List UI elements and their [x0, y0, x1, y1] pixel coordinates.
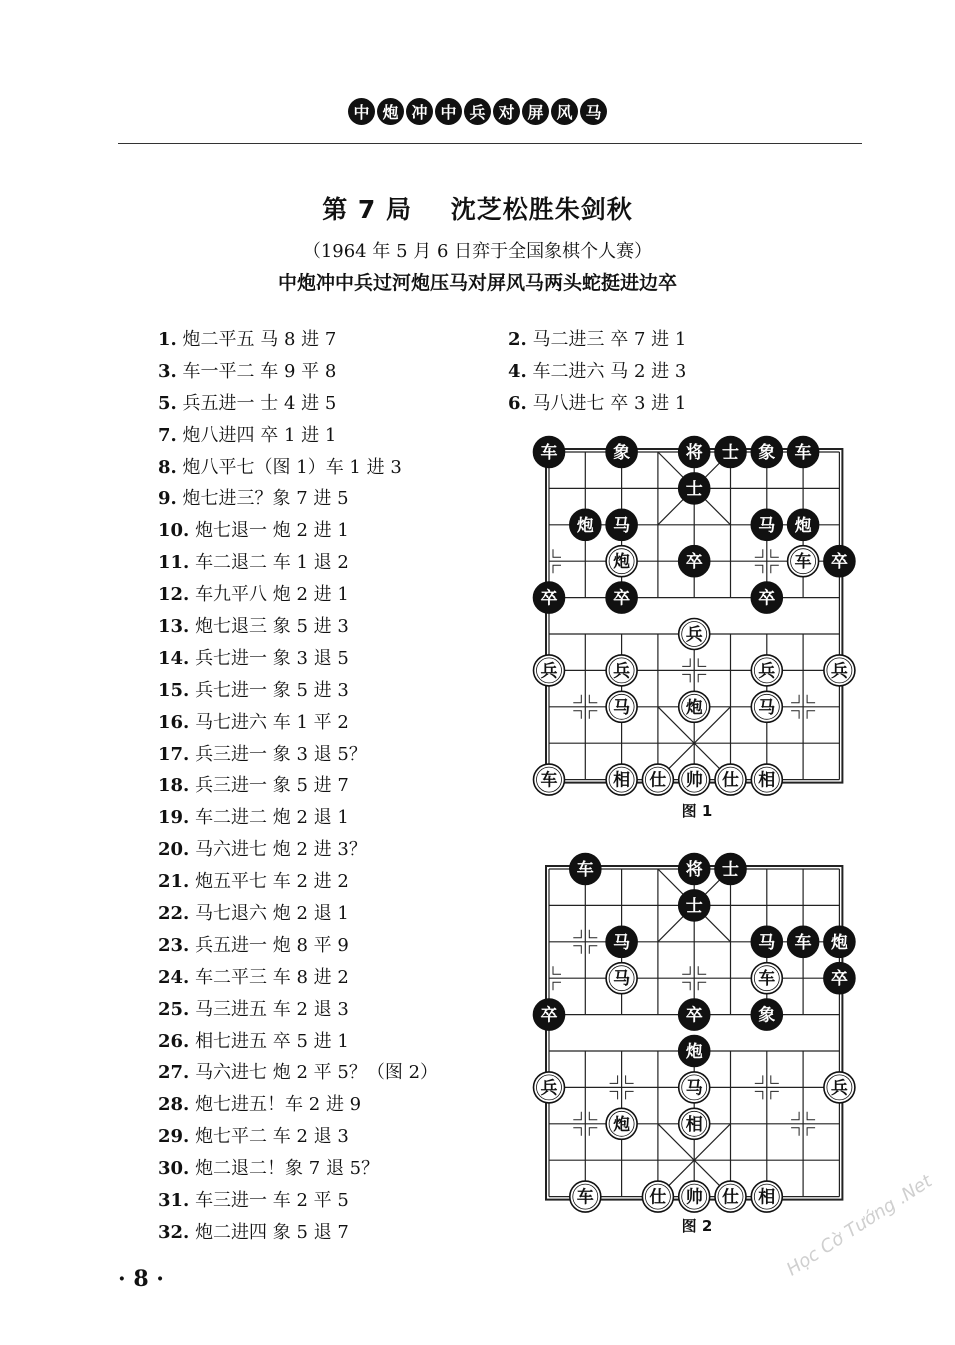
header-char: 中: [435, 98, 462, 125]
chess-piece: [606, 655, 637, 686]
header-char: 马: [580, 98, 607, 125]
piece-label: 将: [685, 443, 703, 463]
chess-piece: [715, 854, 746, 885]
piece-label: 卒: [540, 1005, 558, 1026]
chess-piece: [679, 1181, 710, 1212]
piece-label: 车: [576, 860, 594, 880]
chess-piece: [679, 764, 710, 795]
move-row: [158, 994, 498, 1026]
move-row: [158, 834, 498, 866]
piece-label: 卒: [830, 969, 848, 990]
move-number: 23.: [158, 934, 190, 956]
piece-label: 卒: [758, 588, 776, 609]
move-number: 19.: [158, 807, 190, 829]
chess-piece: [534, 1072, 565, 1103]
piece-label: 马: [613, 932, 631, 953]
move-text: 炮八平七（图 1）车 1 进 3: [182, 456, 402, 478]
piece-label: 仕: [649, 770, 667, 791]
move-number: 6.: [508, 392, 527, 414]
move-text: 兵五进一 炮 8 平 9: [195, 934, 349, 956]
header-char: 屏: [522, 98, 549, 125]
move-row: [158, 1153, 498, 1185]
piece-label: 车: [794, 552, 812, 573]
move-text: 炮七退三 象 5 进 3: [195, 616, 349, 638]
chess-piece: [751, 582, 782, 613]
move-number: 1.: [158, 329, 177, 350]
chess-piece: [606, 963, 637, 994]
piece-label: 相: [685, 1114, 703, 1135]
piece-label: 兵: [613, 661, 631, 682]
chess-piece: [606, 582, 637, 613]
move-text: 车二进六 马 2 进 3: [532, 360, 687, 382]
piece-label: 象: [758, 443, 776, 463]
chess-piece: [751, 691, 782, 722]
move-list-left: [158, 324, 498, 1249]
piece-label: 象: [758, 1005, 776, 1026]
move-text: 车二退二 车 1 退 2: [195, 552, 349, 574]
move-text: 马七进六 车 1 平 2: [195, 711, 349, 733]
move-text: 兵三进一 象 3 退 5？: [195, 743, 367, 765]
chess-piece: [679, 546, 710, 577]
chess-piece: [570, 509, 601, 540]
move-row: [158, 388, 498, 420]
piece-label: 炮: [794, 515, 812, 536]
move-text: 炮七进五！车 2 进 9: [195, 1094, 362, 1116]
piece-label: 相: [758, 770, 776, 791]
chess-piece: [788, 437, 819, 468]
move-number: 26.: [158, 1030, 190, 1052]
chess-piece: [824, 655, 855, 686]
piece-label: 马: [758, 697, 776, 718]
game-subtitle: （1964 年 5 月 6 日弈于全国象棋个人赛）: [302, 241, 653, 262]
running-header: [0, 98, 955, 125]
move-row: [158, 962, 498, 994]
piece-label: 车: [540, 770, 558, 791]
move-row: [158, 1121, 498, 1153]
move-number: 9.: [158, 488, 177, 510]
move-number: 12.: [158, 584, 190, 606]
piece-label: 马: [758, 932, 776, 953]
chess-piece: [751, 963, 782, 994]
piece-label: 兵: [540, 661, 558, 682]
move-number: 28.: [158, 1094, 190, 1116]
move-number: 20.: [158, 839, 190, 861]
move-row: [158, 930, 498, 962]
move-number: 27.: [158, 1062, 190, 1084]
piece-label: 兵: [758, 661, 776, 682]
move-row: [158, 770, 498, 802]
chess-piece: [534, 999, 565, 1030]
piece-label: 卒: [540, 588, 558, 609]
game-title: 第 7 局 沈芝松胜朱剑秋: [322, 195, 633, 224]
opening-name: 中炮冲中兵过河炮压马对屏风马两头蛇挺进边卒: [277, 272, 677, 294]
piece-label: 兵: [830, 661, 848, 682]
chess-piece: [751, 437, 782, 468]
move-number: 5.: [158, 392, 177, 414]
move-number: 13.: [158, 616, 190, 638]
piece-label: 士: [685, 896, 703, 917]
piece-label: 炮: [685, 1042, 703, 1062]
move-number: 3.: [158, 360, 177, 382]
move-text: 兵七进一 象 3 退 5: [195, 647, 349, 669]
chess-piece: [751, 655, 782, 686]
header-char: 冲: [406, 98, 433, 125]
chess-piece: [679, 999, 710, 1030]
piece-label: 炮: [685, 697, 703, 718]
move-row: [158, 1057, 498, 1089]
piece-label: 马: [685, 1078, 703, 1099]
chess-piece: [751, 1181, 782, 1212]
move-row: [158, 898, 498, 930]
move-text: 马二进三 卒 7 进 1: [532, 329, 687, 350]
piece-label: 士: [685, 479, 703, 500]
move-text: 兵三进一 象 5 进 7: [195, 775, 349, 797]
move-text: 兵五进一 士 4 进 5: [182, 392, 337, 414]
move-text: 马六进七 炮 2 进 3？: [195, 839, 367, 861]
chess-piece: [824, 926, 855, 957]
move-row: [158, 324, 498, 356]
move-text: 车一平二 车 9 平 8: [182, 360, 337, 382]
move-text: 马八进七 卒 3 进 1: [532, 392, 687, 414]
chess-piece: [534, 437, 565, 468]
move-text: 马三进五 车 2 退 3: [195, 998, 349, 1020]
move-row: [158, 483, 498, 515]
chess-piece: [715, 1181, 746, 1212]
piece-label: 相: [613, 770, 631, 791]
chess-piece: [606, 764, 637, 795]
move-number: 8.: [158, 456, 177, 478]
piece-label: 车: [794, 932, 812, 953]
chess-piece: [751, 999, 782, 1030]
piece-label: 炮: [830, 932, 848, 953]
chess-piece: [679, 619, 710, 650]
move-text: 炮二进四 象 5 退 7: [195, 1221, 349, 1243]
move-number: 11.: [158, 552, 190, 574]
move-row: [158, 675, 498, 707]
chess-piece: [606, 437, 637, 468]
piece-label: 兵: [685, 625, 703, 645]
chess-piece: [534, 655, 565, 686]
chess-piece: [751, 926, 782, 957]
piece-label: 卒: [830, 552, 848, 573]
move-number: 7.: [158, 424, 177, 446]
move-number: 29.: [158, 1126, 190, 1148]
move-row: [158, 707, 498, 739]
move-number: 10.: [158, 520, 190, 542]
piece-label: 士: [722, 443, 739, 463]
header-char: 兵: [464, 98, 491, 125]
chess-piece: [606, 1108, 637, 1139]
move-text: 车二进二 炮 2 退 1: [195, 807, 349, 829]
piece-label: 卒: [685, 1005, 703, 1026]
chess-piece: [534, 582, 565, 613]
move-row: [158, 515, 498, 547]
move-list-right: [508, 324, 808, 420]
move-number: 17.: [158, 743, 190, 765]
piece-label: 车: [576, 1187, 594, 1208]
move-number: 15.: [158, 679, 190, 701]
move-text: 兵七进一 象 5 进 3: [195, 679, 349, 701]
move-text: 炮二退二！象 7 退 5？: [195, 1158, 380, 1180]
header-char: 风: [551, 98, 578, 125]
move-number: 16.: [158, 711, 190, 733]
chess-piece: [606, 546, 637, 577]
header-char: 中: [348, 98, 375, 125]
move-number: 22.: [158, 903, 190, 925]
chess-piece: [642, 1181, 673, 1212]
move-text: 马七退六 炮 2 退 1: [195, 903, 349, 925]
move-number: 4.: [508, 360, 527, 382]
chess-piece: [824, 1072, 855, 1103]
chess-piece: [570, 1181, 601, 1212]
piece-label: 兵: [540, 1078, 558, 1099]
move-number: 14.: [158, 647, 190, 669]
piece-label: 炮: [576, 515, 594, 536]
move-text: 炮八进四 卒 1 进 1: [182, 424, 337, 446]
move-row: [158, 547, 498, 579]
piece-label: 马: [613, 697, 631, 718]
move-text: 马六进七 炮 2 平 5？（图 2）: [195, 1062, 439, 1084]
chess-piece: [606, 509, 637, 540]
board-diagram-1: [525, 428, 865, 798]
move-text: 车九平八 炮 2 进 1: [195, 584, 349, 606]
move-number: 32.: [158, 1221, 190, 1243]
chess-piece: [715, 437, 746, 468]
chess-piece: [642, 764, 673, 795]
move-number: 25.: [158, 998, 190, 1020]
move-number: 24.: [158, 966, 190, 988]
move-row: [158, 1217, 498, 1249]
chess-piece: [715, 764, 746, 795]
move-row: [508, 324, 808, 356]
chess-piece: [751, 509, 782, 540]
chess-piece: [751, 764, 782, 795]
piece-label: 车: [794, 443, 812, 463]
move-text: 车二平三 车 8 进 2: [195, 966, 349, 988]
piece-label: 仕: [649, 1187, 667, 1208]
piece-label: 卒: [685, 552, 703, 573]
chess-piece: [788, 546, 819, 577]
move-text: 炮七退一 炮 2 进 1: [195, 520, 349, 542]
board-caption-1: 图 1: [681, 802, 713, 820]
move-row: [508, 388, 808, 420]
header-char: 炮: [377, 98, 404, 125]
page-number: · 8 ·: [118, 1266, 164, 1292]
chess-piece: [679, 890, 710, 921]
piece-label: 帅: [685, 770, 703, 791]
board-diagram-2: [525, 845, 865, 1215]
move-number: 30.: [158, 1158, 190, 1180]
move-row: [158, 643, 498, 675]
watermark: Học Cờ Tướng .Net: [782, 1170, 936, 1281]
piece-label: 卒: [613, 588, 631, 609]
piece-label: 将: [685, 860, 703, 880]
chess-piece: [679, 854, 710, 885]
move-number: 18.: [158, 775, 190, 797]
chess-piece: [679, 1072, 710, 1103]
move-row: [158, 1089, 498, 1121]
move-row: [158, 579, 498, 611]
chess-piece: [606, 691, 637, 722]
board-caption-2: 图 2: [681, 1217, 713, 1235]
chess-piece: [606, 926, 637, 957]
move-row: [158, 420, 498, 452]
move-row: [158, 866, 498, 898]
piece-label: 炮: [613, 552, 631, 573]
header-divider: [118, 143, 862, 144]
chess-piece: [570, 854, 601, 885]
move-text: 炮七平二 车 2 退 3: [195, 1126, 349, 1148]
chess-piece: [679, 691, 710, 722]
move-text: 炮五平七 车 2 进 2: [195, 871, 349, 893]
chess-piece: [788, 926, 819, 957]
move-row: [508, 356, 808, 388]
piece-label: 马: [613, 515, 631, 536]
chess-piece: [679, 437, 710, 468]
piece-label: 兵: [830, 1078, 848, 1099]
piece-label: 仕: [722, 1187, 739, 1208]
piece-label: 车: [758, 969, 776, 990]
chess-piece: [534, 764, 565, 795]
piece-label: 车: [540, 443, 558, 463]
move-row: [158, 356, 498, 388]
piece-label: 炮: [613, 1114, 631, 1135]
chess-piece: [788, 509, 819, 540]
move-text: 车三进一 车 2 平 5: [195, 1190, 349, 1212]
move-text: 相七进五 卒 5 进 1: [195, 1030, 349, 1052]
move-row: [158, 802, 498, 834]
move-text: 炮七进三？象 7 进 5: [182, 488, 349, 510]
piece-label: 象: [613, 443, 631, 463]
piece-label: 马: [758, 515, 776, 536]
chess-piece: [679, 473, 710, 504]
move-row: [158, 1185, 498, 1217]
chess-piece: [824, 963, 855, 994]
move-number: 31.: [158, 1190, 190, 1212]
move-text: 炮二平五 马 8 进 7: [182, 329, 337, 350]
piece-label: 相: [758, 1187, 776, 1208]
piece-label: 士: [722, 860, 739, 880]
piece-label: 马: [613, 969, 631, 990]
header-char: 对: [493, 98, 520, 125]
chess-piece: [679, 1036, 710, 1067]
move-row: [158, 1026, 498, 1058]
move-number: 21.: [158, 871, 190, 893]
piece-label: 帅: [685, 1187, 703, 1208]
move-row: [158, 452, 498, 484]
move-row: [158, 611, 498, 643]
chess-piece: [679, 1108, 710, 1139]
chess-piece: [824, 546, 855, 577]
piece-label: 仕: [722, 770, 739, 791]
move-number: 2.: [508, 329, 527, 350]
move-row: [158, 739, 498, 771]
